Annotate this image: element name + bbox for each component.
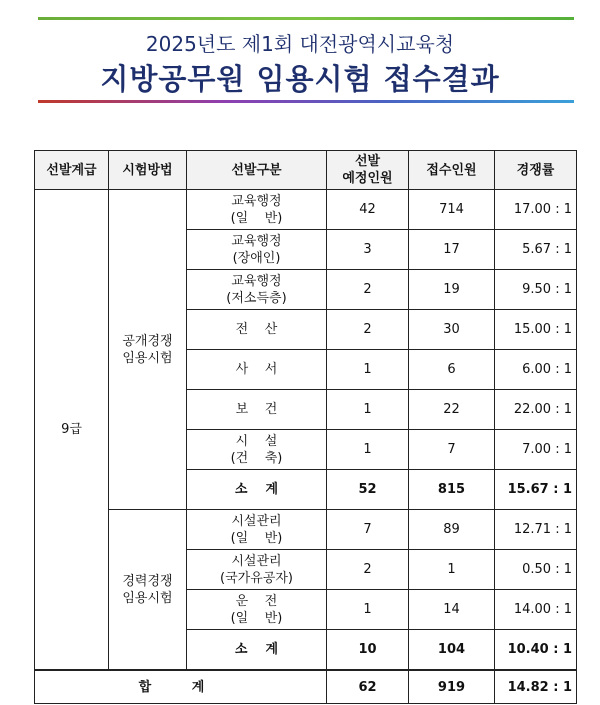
subtotal-planned: 52 [327,470,409,510]
subtotal-ratio: 10.40 : 1 [495,630,577,671]
table-row [35,510,577,550]
planned-cell: 1 [327,430,409,470]
ratio-cell: 14.00 : 1 [495,590,577,630]
table-header-row [35,151,577,190]
top-divider [38,17,574,20]
total-planned: 62 [327,670,409,704]
applicants-cell: 1 [409,550,495,590]
total-applicants: 919 [409,670,495,704]
results-table [34,150,577,704]
ratio-cell: 0.50 : 1 [495,550,577,590]
category-cell: 시 설 (건 축) [187,430,327,470]
planned-cell: 2 [327,310,409,350]
applicants-cell: 30 [409,310,495,350]
subtotal-label: 소 계 [187,630,327,671]
page-title: 지방공무원 임용시험 접수결과 [100,62,500,96]
header-method: 시험방법 [109,151,187,190]
planned-cell: 42 [327,190,409,230]
category-cell: 교육행정 (저소득층) [187,270,327,310]
category-cell: 교육행정 (장애인) [187,230,327,270]
planned-cell: 3 [327,230,409,270]
subtotal-label: 소 계 [187,470,327,510]
category-cell: 보 건 [187,390,327,430]
subtotal-applicants: 104 [409,630,495,671]
subtotal-applicants: 815 [409,470,495,510]
ratio-cell: 5.67 : 1 [495,230,577,270]
category-cell: 시설관리 (일 반) [187,510,327,550]
planned-cell: 7 [327,510,409,550]
category-cell: 교육행정 (일 반) [187,190,327,230]
applicants-cell: 19 [409,270,495,310]
planned-cell: 2 [327,270,409,310]
header-applicants: 접수인원 [409,151,495,190]
subtotal-ratio: 15.67 : 1 [495,470,577,510]
ratio-cell: 22.00 : 1 [495,390,577,430]
page-subtitle: 2025년도 제1회 대전광역시교육청 [145,32,455,56]
ratio-cell: 15.00 : 1 [495,310,577,350]
category-cell: 시설관리 (국가유공자) [187,550,327,590]
applicants-cell: 22 [409,390,495,430]
applicants-cell: 89 [409,510,495,550]
applicants-cell: 17 [409,230,495,270]
planned-cell: 2 [327,550,409,590]
total-ratio: 14.82 : 1 [495,670,577,704]
header-planned: 선발 예정인원 [327,151,409,190]
ratio-cell: 9.50 : 1 [495,270,577,310]
ratio-cell: 7.00 : 1 [495,430,577,470]
method-cell: 경력경쟁 임용시험 [109,510,187,671]
ratio-cell: 17.00 : 1 [495,190,577,230]
subtotal-planned: 10 [327,630,409,671]
header-category: 선발구분 [187,151,327,190]
applicants-cell: 714 [409,190,495,230]
ratio-cell: 6.00 : 1 [495,350,577,390]
bottom-divider [38,100,574,103]
grade-cell: 9급 [35,190,109,671]
planned-cell: 1 [327,590,409,630]
ratio-cell: 12.71 : 1 [495,510,577,550]
planned-cell: 1 [327,350,409,390]
header-ratio: 경쟁률 [495,151,577,190]
method-cell: 공개경쟁 임용시험 [109,190,187,510]
category-cell: 사 서 [187,350,327,390]
applicants-cell: 14 [409,590,495,630]
total-row [35,670,577,704]
header-grade: 선발계급 [35,151,109,190]
applicants-cell: 6 [409,350,495,390]
total-label: 합 계 [35,670,327,704]
category-cell: 전 산 [187,310,327,350]
table-row [35,190,577,230]
category-cell: 운 전 (일 반) [187,590,327,630]
applicants-cell: 7 [409,430,495,470]
planned-cell: 1 [327,390,409,430]
